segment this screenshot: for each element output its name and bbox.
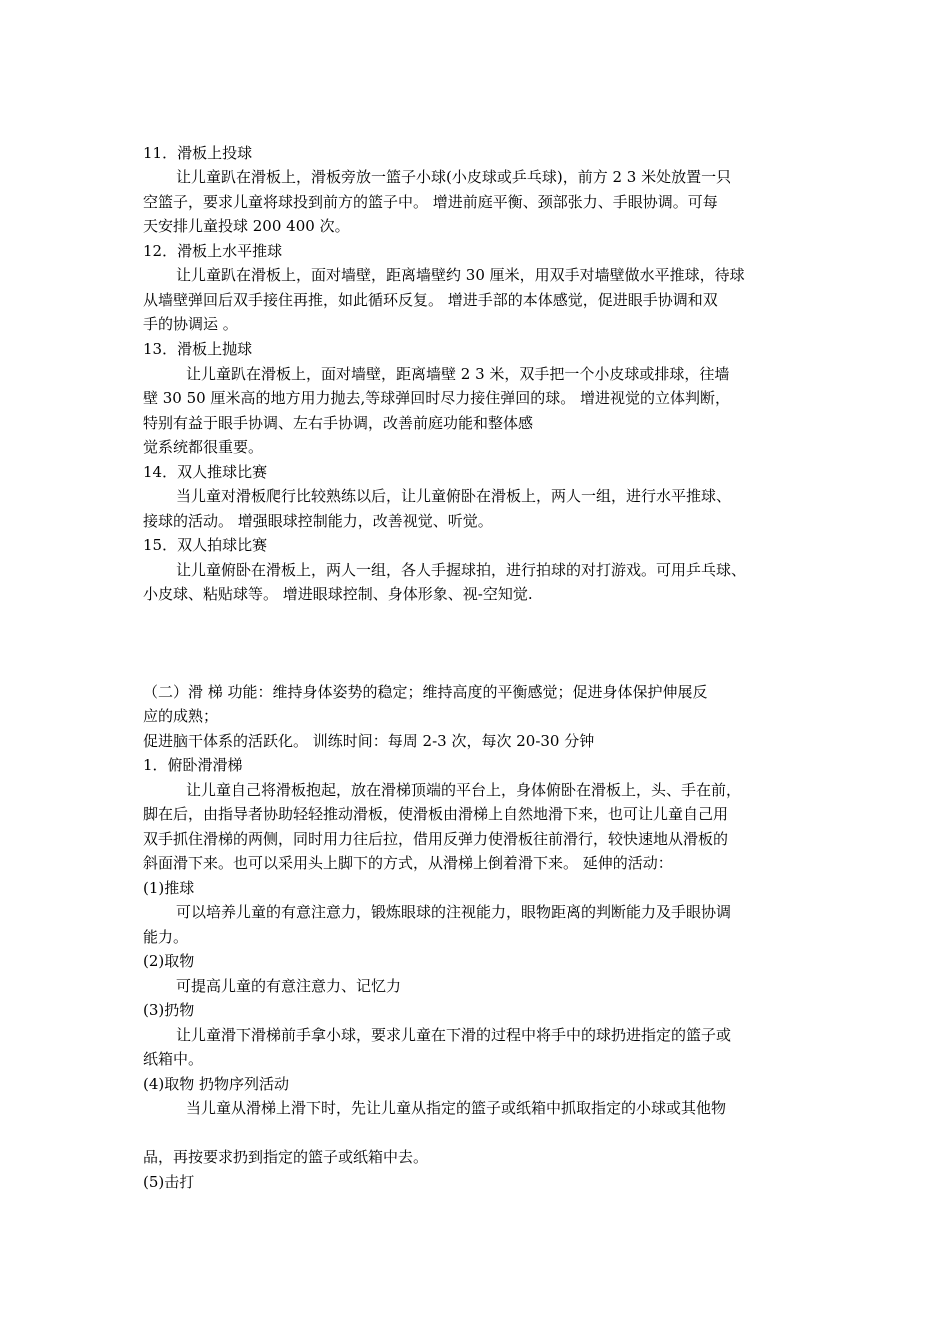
paragraph-line: 让儿童趴在滑板上，滑板旁放一篮子小球(小皮球或乒乓球)，前方 2 3 米处放置一只 xyxy=(176,168,732,186)
subheading-strike: (5)击打 xyxy=(143,1173,195,1191)
paragraph-line: 让儿童趴在滑板上，面对墙壁，距离墙壁 2 3 米，双手把一个小皮球或排球，往墙 xyxy=(186,365,730,383)
subheading-push-ball: (1)推球 xyxy=(143,879,195,897)
paragraph-line: 脚在后，由指导者协助轻轻推动滑板，使滑板由滑梯上自然地滑下来，也可让儿童自己用 xyxy=(143,805,729,823)
heading-13: 13．滑板上抛球 xyxy=(143,340,253,358)
paragraph-line: 当儿童从滑梯上滑下时，先让儿童从指定的篮子或纸箱中抓取指定的小球或其他物 xyxy=(186,1099,727,1117)
subheading-fetch: (2)取物 xyxy=(143,952,195,970)
heading-15: 15．双人拍球比赛 xyxy=(143,536,268,554)
paragraph-line: 让儿童自己将滑板抱起，放在滑梯顶端的平台上，身体俯卧在滑板上，头、手在前， xyxy=(186,781,742,799)
paragraph-line: 让儿童趴在滑板上，面对墙壁，距离墙壁约 30 厘米，用双手对墙壁做水平推球，待球 xyxy=(176,266,745,284)
paragraph-line: 可以培养儿童的有意注意力，锻炼眼球的注视能力，眼物距离的判断能力及手眼协调 xyxy=(176,903,732,921)
heading-11: 11．滑板上投球 xyxy=(143,144,253,162)
paragraph-line: 壁 30 50 厘米高的地方用力抛去,等球弹回时尽力接住弹回的球。 增进视觉的立体判断， xyxy=(143,389,731,407)
paragraph-line: 应的成熟； xyxy=(143,707,219,725)
heading-1: 1．俯卧滑滑梯 xyxy=(143,756,243,774)
paragraph-line: 天安排儿童投球 200 400 次。 xyxy=(143,217,350,235)
paragraph-line: 让儿童俯卧在滑板上，两人一组，各人手握球拍，进行拍球的对打游戏。可用乒乓球、 xyxy=(176,561,747,579)
paragraph-line: 斜面滑下来。也可以采用头上脚下的方式，从滑梯上倒着滑下来。 延伸的活动： xyxy=(143,854,673,872)
paragraph-line: 从墙壁弹回后双手接住再推，如此循环反复。 增进手部的本体感觉，促进眼手协调和双 xyxy=(143,291,718,309)
subheading-fetch-throw: (4)取物 扔物序列活动 xyxy=(143,1075,290,1093)
paragraph-line: 特别有益于眼手协调、左右手协调，改善前庭功能和整体感 xyxy=(143,414,534,432)
paragraph-line: 接球的活动。 增强眼球控制能力，改善视觉、听觉。 xyxy=(143,512,493,530)
paragraph-line: 空篮子，要求儿童将球投到前方的篮子中。 增进前庭平衡、颈部张力、手眼协调。可每 xyxy=(143,193,718,211)
section-heading-slide: （二）滑 梯 功能：维持身体姿势的稳定；维持高度的平衡感觉；促进身体保护伸展反 xyxy=(143,683,708,701)
heading-12: 12．滑板上水平推球 xyxy=(143,242,283,260)
paragraph-line: 促进脑干体系的活跃化。 训练时间：每周 2-3 次，每次 20-30 分钟 xyxy=(143,732,595,750)
subheading-throw: (3)扔物 xyxy=(143,1001,195,1019)
paragraph-line: 可提高儿童的有意注意力、记忆力 xyxy=(176,977,402,995)
paragraph-line: 手的协调运 。 xyxy=(143,315,238,333)
paragraph-line: 当儿童对滑板爬行比较熟练以后，让儿童俯卧在滑板上，两人一组，进行水平推球、 xyxy=(176,487,732,505)
paragraph-line: 小皮球、粘贴球等。 增进眼球控制、身体形象、视-空知觉. xyxy=(143,585,533,603)
paragraph-line: 让儿童滑下滑梯前手拿小球，要求儿童在下滑的过程中将手中的球扔进指定的篮子或 xyxy=(176,1026,732,1044)
paragraph-line: 能力。 xyxy=(143,928,189,946)
heading-14: 14．双人推球比赛 xyxy=(143,463,268,481)
paragraph-line: 纸箱中。 xyxy=(143,1050,204,1068)
paragraph-line: 品，再按要求扔到指定的篮子或纸箱中去。 xyxy=(143,1148,429,1166)
paragraph-line: 双手抓住滑梯的两侧，同时用力往后拉，借用反弹力使滑板往前滑行，较快速地从滑板的 xyxy=(143,830,729,848)
paragraph-line: 觉系统都很重要。 xyxy=(143,438,264,456)
